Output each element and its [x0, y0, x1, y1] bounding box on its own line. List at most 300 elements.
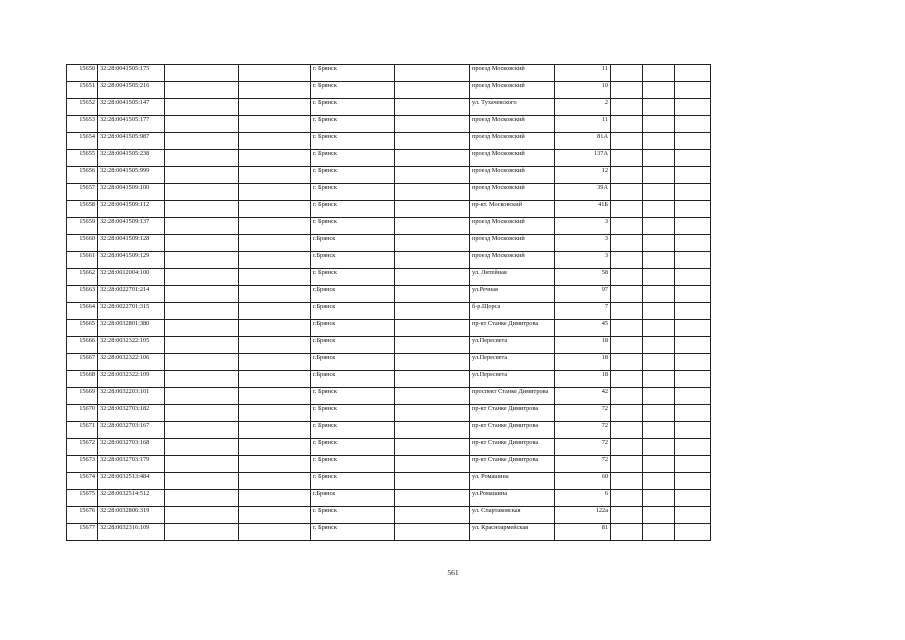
empty-cell	[239, 116, 311, 133]
row-number-cell: 15654	[67, 133, 98, 150]
empty-cell	[675, 337, 711, 354]
empty-cell	[165, 82, 239, 99]
house-number-cell: 2	[555, 99, 611, 116]
empty-cell	[165, 184, 239, 201]
house-number-cell: 45	[555, 320, 611, 337]
table-row	[67, 473, 711, 490]
city-cell: г. Брянск	[311, 167, 395, 184]
empty-cell	[165, 524, 239, 541]
empty-cell	[165, 507, 239, 524]
cadastral-number-cell: 32:28:0032703:167	[98, 422, 165, 439]
empty-cell	[239, 269, 311, 286]
cadastral-number-cell: 32:28:0041505:238	[98, 150, 165, 167]
table-row	[67, 65, 711, 82]
street-cell: проезд Московский	[470, 133, 555, 150]
empty-cell	[239, 184, 311, 201]
empty-cell	[611, 184, 643, 201]
cadastral-number-cell: 32:28:0032806:319	[98, 507, 165, 524]
empty-cell	[643, 286, 675, 303]
city-cell: г.Брянск	[311, 235, 395, 252]
empty-cell	[675, 524, 711, 541]
table-row	[67, 99, 711, 116]
row-number-cell: 15662	[67, 269, 98, 286]
empty-cell	[611, 337, 643, 354]
empty-cell	[643, 507, 675, 524]
empty-cell	[611, 320, 643, 337]
empty-cell	[675, 82, 711, 99]
street-cell: проезд Московский	[470, 184, 555, 201]
house-number-cell: 81А	[555, 133, 611, 150]
street-cell: проезд Московский	[470, 218, 555, 235]
empty-cell	[239, 490, 311, 507]
city-cell: г. Брянск	[311, 422, 395, 439]
empty-cell	[395, 490, 470, 507]
city-cell: г. Брянск	[311, 524, 395, 541]
table-row	[67, 524, 711, 541]
empty-cell	[395, 507, 470, 524]
empty-cell	[165, 99, 239, 116]
empty-cell	[395, 235, 470, 252]
table-row	[67, 235, 711, 252]
cadastral-number-cell: 32:28:0041505:987	[98, 133, 165, 150]
empty-cell	[395, 269, 470, 286]
house-number-cell: 41Б	[555, 201, 611, 218]
empty-cell	[643, 82, 675, 99]
empty-cell	[395, 422, 470, 439]
house-number-cell: 72	[555, 456, 611, 473]
empty-cell	[165, 116, 239, 133]
empty-cell	[675, 439, 711, 456]
house-number-cell: 39А	[555, 184, 611, 201]
house-number-cell: 122а	[555, 507, 611, 524]
empty-cell	[675, 269, 711, 286]
empty-cell	[239, 337, 311, 354]
street-cell: проезд Московский	[470, 65, 555, 82]
empty-cell	[611, 388, 643, 405]
empty-cell	[239, 388, 311, 405]
empty-cell	[611, 524, 643, 541]
table-row	[67, 422, 711, 439]
city-cell: г. Брянск	[311, 218, 395, 235]
street-cell: ул.Пересвета	[470, 354, 555, 371]
street-cell: ул. Спартаковская	[470, 507, 555, 524]
table-body	[67, 65, 711, 541]
empty-cell	[675, 456, 711, 473]
city-cell: г. Брянск	[311, 65, 395, 82]
empty-cell	[239, 201, 311, 218]
empty-cell	[239, 439, 311, 456]
cadastral-number-cell: 32:28:0041509:129	[98, 252, 165, 269]
empty-cell	[395, 252, 470, 269]
empty-cell	[239, 150, 311, 167]
empty-cell	[675, 167, 711, 184]
empty-cell	[165, 439, 239, 456]
empty-cell	[239, 133, 311, 150]
street-cell: пр-кт Станке Димитрова	[470, 320, 555, 337]
empty-cell	[675, 354, 711, 371]
empty-cell	[643, 320, 675, 337]
row-number-cell: 15658	[67, 201, 98, 218]
empty-cell	[611, 82, 643, 99]
empty-cell	[239, 65, 311, 82]
empty-cell	[239, 320, 311, 337]
table-row	[67, 507, 711, 524]
city-cell: г.Брянск	[311, 286, 395, 303]
empty-cell	[675, 201, 711, 218]
row-number-cell: 15669	[67, 388, 98, 405]
city-cell: г.Брянск	[311, 252, 395, 269]
empty-cell	[675, 286, 711, 303]
house-number-cell: 18	[555, 354, 611, 371]
row-number-cell: 15670	[67, 405, 98, 422]
empty-cell	[395, 167, 470, 184]
table-row	[67, 405, 711, 422]
cadastral-number-cell: 32:28:0032703:179	[98, 456, 165, 473]
cadastral-number-cell: 32:28:0022701:214	[98, 286, 165, 303]
row-number-cell: 15677	[67, 524, 98, 541]
empty-cell	[611, 507, 643, 524]
cadastral-number-cell: 32:28:0032316:109	[98, 524, 165, 541]
city-cell: г. Брянск	[311, 150, 395, 167]
empty-cell	[675, 184, 711, 201]
empty-cell	[675, 252, 711, 269]
cadastral-number-cell: 32:28:0022701:315	[98, 303, 165, 320]
empty-cell	[675, 99, 711, 116]
empty-cell	[165, 405, 239, 422]
row-number-cell: 15660	[67, 235, 98, 252]
house-number-cell: 60	[555, 473, 611, 490]
empty-cell	[395, 388, 470, 405]
house-number-cell: 81	[555, 524, 611, 541]
empty-cell	[611, 167, 643, 184]
table-row	[67, 133, 711, 150]
empty-cell	[165, 456, 239, 473]
table-row	[67, 218, 711, 235]
empty-cell	[611, 405, 643, 422]
house-number-cell: 72	[555, 405, 611, 422]
empty-cell	[643, 456, 675, 473]
empty-cell	[643, 490, 675, 507]
house-number-cell: 72	[555, 422, 611, 439]
empty-cell	[395, 473, 470, 490]
table-row	[67, 201, 711, 218]
cadastral-number-cell: 32:28:0032801:380	[98, 320, 165, 337]
empty-cell	[611, 490, 643, 507]
empty-cell	[611, 371, 643, 388]
street-cell: пр-кт Станке Димитрова	[470, 456, 555, 473]
street-cell: пр-кт. Московский	[470, 201, 555, 218]
empty-cell	[675, 422, 711, 439]
empty-cell	[239, 473, 311, 490]
cadastral-number-cell: 32:28:0041505:177	[98, 116, 165, 133]
empty-cell	[395, 456, 470, 473]
empty-cell	[395, 303, 470, 320]
row-number-cell: 15663	[67, 286, 98, 303]
empty-cell	[165, 252, 239, 269]
street-cell: проезд Московский	[470, 150, 555, 167]
empty-cell	[611, 456, 643, 473]
street-cell: проезд Московский	[470, 116, 555, 133]
empty-cell	[643, 252, 675, 269]
city-cell: г. Брянск	[311, 184, 395, 201]
empty-cell	[239, 286, 311, 303]
city-cell: г. Брянск	[311, 405, 395, 422]
street-cell: ул.Пересвета	[470, 371, 555, 388]
empty-cell	[643, 167, 675, 184]
empty-cell	[395, 439, 470, 456]
empty-cell	[395, 82, 470, 99]
table-row	[67, 320, 711, 337]
cadastral-number-cell: 32:28:0041509:137	[98, 218, 165, 235]
row-number-cell: 15664	[67, 303, 98, 320]
table-row	[67, 167, 711, 184]
city-cell: г. Брянск	[311, 116, 395, 133]
empty-cell	[643, 133, 675, 150]
empty-cell	[239, 167, 311, 184]
cadastral-number-cell: 32:28:0032322:109	[98, 371, 165, 388]
empty-cell	[675, 150, 711, 167]
empty-cell	[395, 99, 470, 116]
page-number: 561	[447, 568, 459, 577]
empty-cell	[611, 439, 643, 456]
row-number-cell: 15668	[67, 371, 98, 388]
street-cell: проезд Московский	[470, 235, 555, 252]
empty-cell	[643, 235, 675, 252]
empty-cell	[395, 65, 470, 82]
empty-cell	[165, 354, 239, 371]
row-number-cell: 15676	[67, 507, 98, 524]
street-cell: ул.Ромашина	[470, 490, 555, 507]
empty-cell	[239, 82, 311, 99]
empty-cell	[675, 65, 711, 82]
table-row	[67, 354, 711, 371]
table-row	[67, 388, 711, 405]
empty-cell	[239, 371, 311, 388]
house-number-cell: 11	[555, 65, 611, 82]
empty-cell	[675, 116, 711, 133]
empty-cell	[165, 235, 239, 252]
empty-cell	[611, 99, 643, 116]
empty-cell	[395, 286, 470, 303]
empty-cell	[643, 218, 675, 235]
empty-cell	[675, 371, 711, 388]
empty-cell	[675, 133, 711, 150]
table-row	[67, 150, 711, 167]
empty-cell	[611, 201, 643, 218]
table-row	[67, 371, 711, 388]
row-number-cell: 15672	[67, 439, 98, 456]
empty-cell	[643, 65, 675, 82]
house-number-cell: 58	[555, 269, 611, 286]
house-number-cell: 18	[555, 337, 611, 354]
row-number-cell: 15665	[67, 320, 98, 337]
empty-cell	[165, 320, 239, 337]
row-number-cell: 15667	[67, 354, 98, 371]
empty-cell	[643, 150, 675, 167]
street-cell: проезд Московский	[470, 82, 555, 99]
empty-cell	[165, 65, 239, 82]
city-cell: г.Брянск	[311, 303, 395, 320]
empty-cell	[675, 303, 711, 320]
empty-cell	[643, 184, 675, 201]
cadastral-number-cell: 32:28:0041509:128	[98, 235, 165, 252]
house-number-cell: 97	[555, 286, 611, 303]
street-cell: б-р.Щорса	[470, 303, 555, 320]
empty-cell	[643, 473, 675, 490]
street-cell: ул. Тухачевского	[470, 99, 555, 116]
empty-cell	[395, 133, 470, 150]
empty-cell	[239, 235, 311, 252]
empty-cell	[395, 184, 470, 201]
empty-cell	[611, 116, 643, 133]
empty-cell	[675, 490, 711, 507]
empty-cell	[675, 507, 711, 524]
street-cell: проспект Станке Димитрова	[470, 388, 555, 405]
city-cell: г. Брянск	[311, 269, 395, 286]
table-row	[67, 337, 711, 354]
empty-cell	[165, 473, 239, 490]
city-cell: г. Брянск	[311, 507, 395, 524]
cadastral-number-cell: 32:28:0032322:105	[98, 337, 165, 354]
house-number-cell: 3	[555, 252, 611, 269]
empty-cell	[675, 388, 711, 405]
empty-cell	[611, 303, 643, 320]
cadastral-number-cell: 32:28:0041509:112	[98, 201, 165, 218]
empty-cell	[395, 320, 470, 337]
empty-cell	[643, 422, 675, 439]
street-cell: пр-кт Станке Димитрова	[470, 422, 555, 439]
empty-cell	[611, 473, 643, 490]
house-number-cell: 10	[555, 82, 611, 99]
registry-table	[66, 64, 711, 541]
cadastral-number-cell: 32:28:0032322:106	[98, 354, 165, 371]
empty-cell	[611, 422, 643, 439]
cadastral-number-cell: 32:28:0041505:147	[98, 99, 165, 116]
street-cell: пр-кт Станке Димитрова	[470, 405, 555, 422]
house-number-cell: 7	[555, 303, 611, 320]
empty-cell	[395, 337, 470, 354]
row-number-cell: 15659	[67, 218, 98, 235]
empty-cell	[239, 252, 311, 269]
street-cell: ул. Ромашина	[470, 473, 555, 490]
empty-cell	[395, 354, 470, 371]
empty-cell	[675, 218, 711, 235]
house-number-cell: 3	[555, 235, 611, 252]
empty-cell	[165, 150, 239, 167]
city-cell: г. Брянск	[311, 388, 395, 405]
house-number-cell: 42	[555, 388, 611, 405]
city-cell: г.Брянск	[311, 371, 395, 388]
empty-cell	[611, 218, 643, 235]
street-cell: проезд Московский	[470, 167, 555, 184]
row-number-cell: 15674	[67, 473, 98, 490]
empty-cell	[165, 422, 239, 439]
empty-cell	[239, 456, 311, 473]
empty-cell	[675, 320, 711, 337]
cadastral-number-cell: 32:28:0041505:175	[98, 65, 165, 82]
table-row	[67, 303, 711, 320]
empty-cell	[395, 150, 470, 167]
row-number-cell: 15671	[67, 422, 98, 439]
empty-cell	[611, 354, 643, 371]
empty-cell	[239, 405, 311, 422]
empty-cell	[165, 218, 239, 235]
city-cell: г.Брянск	[311, 320, 395, 337]
city-cell: г. Брянск	[311, 456, 395, 473]
cadastral-number-cell: 32:28:0032203:101	[98, 388, 165, 405]
street-cell: ул.Пересвета	[470, 337, 555, 354]
cadastral-number-cell: 32:28:0041505:999	[98, 167, 165, 184]
house-number-cell: 12	[555, 167, 611, 184]
empty-cell	[165, 167, 239, 184]
house-number-cell: 18	[555, 371, 611, 388]
empty-cell	[643, 303, 675, 320]
empty-cell	[611, 235, 643, 252]
empty-cell	[643, 269, 675, 286]
empty-cell	[643, 524, 675, 541]
table-row	[67, 184, 711, 201]
empty-cell	[165, 303, 239, 320]
row-number-cell: 15653	[67, 116, 98, 133]
table-row	[67, 269, 711, 286]
table-row	[67, 490, 711, 507]
cadastral-number-cell: 32:28:0032513:484	[98, 473, 165, 490]
empty-cell	[611, 133, 643, 150]
empty-cell	[165, 269, 239, 286]
empty-cell	[611, 286, 643, 303]
empty-cell	[643, 371, 675, 388]
empty-cell	[239, 218, 311, 235]
city-cell: г. Брянск	[311, 439, 395, 456]
row-number-cell: 15675	[67, 490, 98, 507]
empty-cell	[239, 99, 311, 116]
empty-cell	[643, 405, 675, 422]
cadastral-number-cell: 32:28:0032703:182	[98, 405, 165, 422]
row-number-cell: 15650	[67, 65, 98, 82]
empty-cell	[675, 473, 711, 490]
street-cell: ул. Красноармейская	[470, 524, 555, 541]
empty-cell	[611, 150, 643, 167]
empty-cell	[239, 422, 311, 439]
house-number-cell: 3	[555, 218, 611, 235]
city-cell: г. Брянск	[311, 82, 395, 99]
empty-cell	[165, 388, 239, 405]
empty-cell	[395, 405, 470, 422]
empty-cell	[395, 371, 470, 388]
empty-cell	[675, 405, 711, 422]
empty-cell	[643, 116, 675, 133]
cadastral-number-cell: 32:28:0041505:216	[98, 82, 165, 99]
street-cell: пр-кт Станке Димитрова	[470, 439, 555, 456]
house-number-cell: 72	[555, 439, 611, 456]
empty-cell	[643, 99, 675, 116]
city-cell: г.Брянск	[311, 490, 395, 507]
house-number-cell: 6	[555, 490, 611, 507]
empty-cell	[395, 524, 470, 541]
empty-cell	[395, 201, 470, 218]
cadastral-number-cell: 32:28:0012004:100	[98, 269, 165, 286]
house-number-cell: 11	[555, 116, 611, 133]
empty-cell	[611, 252, 643, 269]
city-cell: г. Брянск	[311, 133, 395, 150]
table-row	[67, 439, 711, 456]
table-row	[67, 252, 711, 269]
row-number-cell: 15666	[67, 337, 98, 354]
row-number-cell: 15652	[67, 99, 98, 116]
street-cell: ул.Речная	[470, 286, 555, 303]
street-cell: ул. Литейная	[470, 269, 555, 286]
empty-cell	[395, 218, 470, 235]
